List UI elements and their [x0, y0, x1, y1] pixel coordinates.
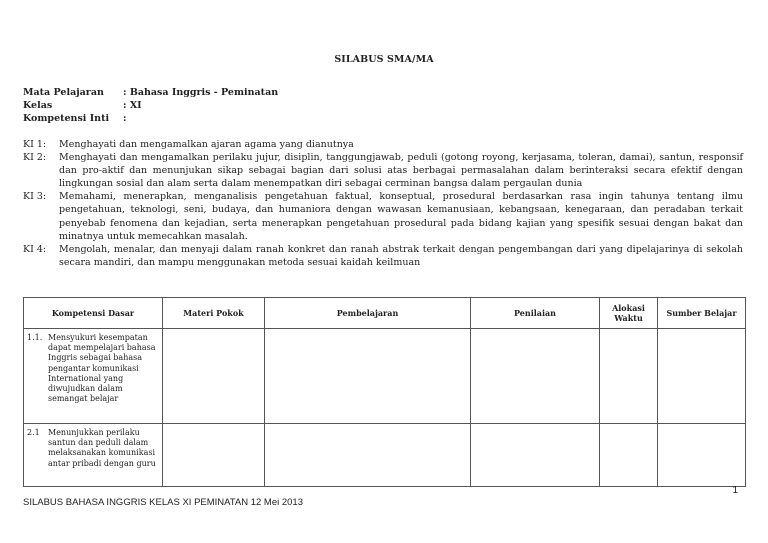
header-sumber-belajar: Sumber Belajar	[658, 298, 746, 329]
materi-cell	[163, 424, 265, 487]
table-row	[24, 329, 746, 424]
alokasi-cell	[600, 424, 658, 487]
subject-info	[23, 86, 278, 125]
meta-row-core-competence	[23, 112, 278, 125]
ki-text: Memahami, menerapkan, menganalisis pengetahuan faktual, konseptual, prosedural berdasarkan rasa ingin tahunya tentang ilmu pengetahuan, teknologi, seni, budaya, dan humaniora dengan wawasan kemanusiaan, kebangsaan, kenegaraan, dan peradaban terkait penyebab fenomena dan kejadian, serta menerapkan pengetahuan prosedural pada bidang kajian yang spesifik sesuai dengan bakat dan minatnya untuk memecahkan masalah.	[59, 191, 743, 242]
page-footer: SILABUS BAHASA INGGRIS KELAS XI PEMINATAN 12 Mei 2013	[23, 497, 304, 508]
core-competence-list	[23, 138, 743, 269]
sumber-cell	[658, 424, 746, 487]
penilaian-cell	[471, 424, 600, 487]
meta-value: : XI	[123, 100, 142, 111]
table-header-row	[24, 298, 746, 329]
table-row	[24, 424, 746, 487]
header-pembelajaran: Pembelajaran	[265, 298, 471, 329]
ki-item	[23, 190, 743, 242]
alokasi-cell	[600, 329, 658, 424]
ki-label: KI 2:	[23, 152, 47, 164]
meta-row-subject	[23, 86, 278, 99]
header-alokasi-line-1: Alokasi	[612, 303, 645, 313]
header-penilaian: Penilaian	[471, 298, 600, 329]
meta-row-class	[23, 99, 278, 112]
penilaian-cell	[471, 329, 600, 424]
kd-number: 2.1	[27, 428, 40, 437]
ki-text: Menghayati dan mengamalkan ajaran agama yang dianutnya	[59, 139, 354, 150]
pembelajaran-cell	[265, 329, 471, 424]
ki-label: KI 4:	[23, 243, 47, 255]
header-materi-pokok: Materi Pokok	[163, 298, 265, 329]
ki-text: Menghayati dan mengamalkan perilaku jujur, disiplin, tanggungjawab, peduli (gotong royong, kerjasama, toleran, damai), santun, responsif dan pro-aktif dan menunjukan sikap sebagai bagian dari solusi atas berbagai permasalahan dalam berinteraksi secara efektif dengan lingkungan sosial dan alam serta dalam menempatkan diri sebagai cerminan bangsa dalam pergaulan dunia	[59, 152, 743, 190]
syllabus-table	[23, 297, 746, 487]
header-kompetensi-dasar: Kompetensi Dasar	[24, 298, 163, 329]
ki-item	[23, 138, 743, 151]
header-alokasi-line-2: Waktu	[614, 313, 643, 323]
kd-cell	[24, 329, 163, 424]
kd-text: Menunjukkan perilaku santun dan peduli dalam melaksanakan komunikasi antar pribadi dengan guru	[48, 428, 156, 468]
sumber-cell	[658, 329, 746, 424]
meta-key: Kompetensi Inti	[23, 113, 110, 124]
meta-value: :	[123, 113, 127, 124]
kd-number: 1.1.	[27, 333, 43, 342]
ki-item	[23, 151, 743, 190]
meta-key: Mata Pelajaran	[23, 87, 104, 98]
page-number: 1	[732, 485, 738, 496]
ki-label: KI 3:	[23, 191, 47, 203]
pembelajaran-cell	[265, 424, 471, 487]
meta-value: : Bahasa Inggris - Peminatan	[123, 87, 279, 98]
materi-cell	[163, 329, 265, 424]
ki-text: Mengolah, menalar, dan menyaji dalam ranah konkret dan ranah abstrak terkait dengan pengembangan dari yang dipelajarinya di sekolah secara mandiri, dan mampu menggunakan metoda sesuai kaidah keilmuan	[59, 243, 743, 268]
page-title: SILABUS SMA/MA	[334, 54, 434, 65]
meta-key: Kelas	[23, 100, 53, 111]
kd-cell	[24, 424, 163, 487]
ki-label: KI 1:	[23, 139, 47, 150]
kd-text: Mensyukuri kesempatan dapat mempelajari bahasa Inggris sebagai bahasa pengantar komunikasi International yang diwujudkan dalam semangat belajar	[48, 333, 156, 404]
header-alokasi-waktu	[600, 298, 658, 329]
ki-item	[23, 243, 743, 269]
